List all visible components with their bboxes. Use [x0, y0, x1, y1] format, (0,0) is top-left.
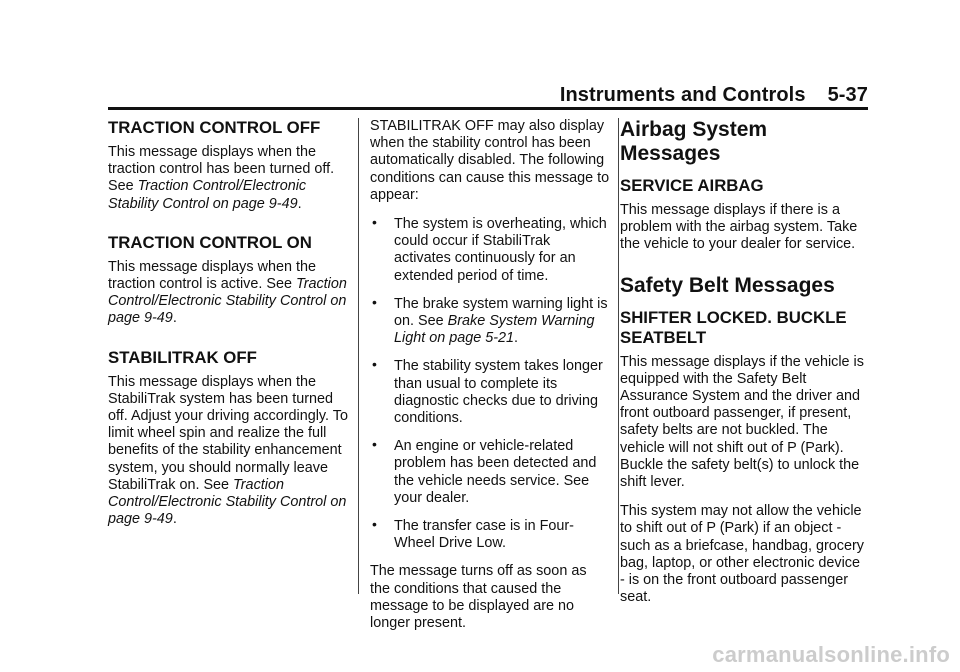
link-brake-warning[interactable]: Brake System Warning Light on page 5-21 — [394, 313, 595, 347]
link-traction-control-3[interactable]: Traction Control/Electronic Stability Control on page 9-49 — [108, 476, 347, 528]
list-item: • The brake system warning light is on. See Brake System Warning Light on page 5-21. — [370, 296, 610, 348]
column-3 — [620, 118, 868, 618]
list-item: • The transfer case is in Four-Wheel Drive Low. — [370, 518, 610, 552]
heading-shifter-locked: SHIFTER LOCKED. BUCKLE SEATBELT — [620, 307, 847, 347]
para-shifter-locked: This message displays if the vehicle is equipped with the Safety Belt Assurance System and the driver and front outboard passenger, if present, safety belts are not buckled. The vehicle will not shift out of P (Park). Buckle the safety belt(s) to unlock the shift lever. — [620, 353, 864, 491]
link-traction-control-1[interactable]: Traction Control/Electronic Stability Control on page 9-49 — [108, 178, 307, 212]
conditions-list — [370, 216, 610, 552]
para-system-note: This system may not allow the vehicle to shift out of P (Park) if an object - such as a briefcase, handbag, grocery bag, laptop, or other electronic device - is on the front outboard passenger seat. — [620, 503, 864, 606]
column-1 — [108, 118, 354, 540]
para-traction-on: This message displays when the traction control is active. See Traction Control/Electronic Stability Control on page 9-49. — [108, 258, 347, 327]
watermark: carmanualsonline.info — [712, 642, 950, 667]
link-traction-control-2[interactable]: Traction Control/Electronic Stability Control on page 9-49 — [108, 276, 347, 327]
para-closing: The message turns off as soon as the conditions that caused the message to be displayed are no longer present. — [370, 563, 587, 632]
page-header — [560, 84, 868, 107]
list-item: • An engine or vehicle-related problem has been detected and the vehicle needs service. See your dealer. — [370, 438, 610, 507]
para-traction-off: This message displays when the traction control has been turned off. See Traction Control/Electronic Stability Control on page 9-49. — [108, 144, 335, 212]
section-title: Instruments and Controls — [559, 84, 806, 106]
list-item: • The stability system takes longer than usual to complete its diagnostic checks due to driving conditions. — [370, 358, 610, 427]
column-divider-2 — [618, 118, 619, 594]
para-stabilitrak-off: This message displays when the StabiliTrak system has been turned off. Adjust your driving accordingly. To limit wheel spin and realize the full benefits of the stability enhancement system, you should normally leave StabiliTrak on. See Traction Control/Electronic Stability Control on page 9-49. — [108, 373, 348, 528]
heading-service-airbag: SERVICE AIRBAG — [620, 176, 764, 195]
column-divider-1 — [358, 118, 359, 594]
para-service-airbag: This message displays if there is a problem with the airbag system. Take the vehicle to your dealer for service. — [620, 202, 858, 253]
para-stabilitrak-intro: STABILITRAK OFF may also display when the stability control has been automatically disabled. The following conditions can cause this message to appear: — [370, 118, 610, 203]
column-2 — [370, 118, 610, 644]
heading-airbag-messages: Airbag System Messages — [620, 118, 768, 165]
heading-stabilitrak-off: STABILITRAK OFF — [108, 347, 257, 367]
page-number: 5-37 — [827, 84, 868, 106]
heading-traction-on: TRACTION CONTROL ON — [108, 232, 312, 252]
list-item: • The system is overheating, which could occur if StabiliTrak activates continuously for an extended period of time. — [370, 216, 610, 285]
heading-traction-off: TRACTION CONTROL OFF — [108, 118, 321, 137]
header-rule — [108, 107, 868, 110]
heading-safety-belt-messages: Safety Belt Messages — [620, 273, 835, 297]
